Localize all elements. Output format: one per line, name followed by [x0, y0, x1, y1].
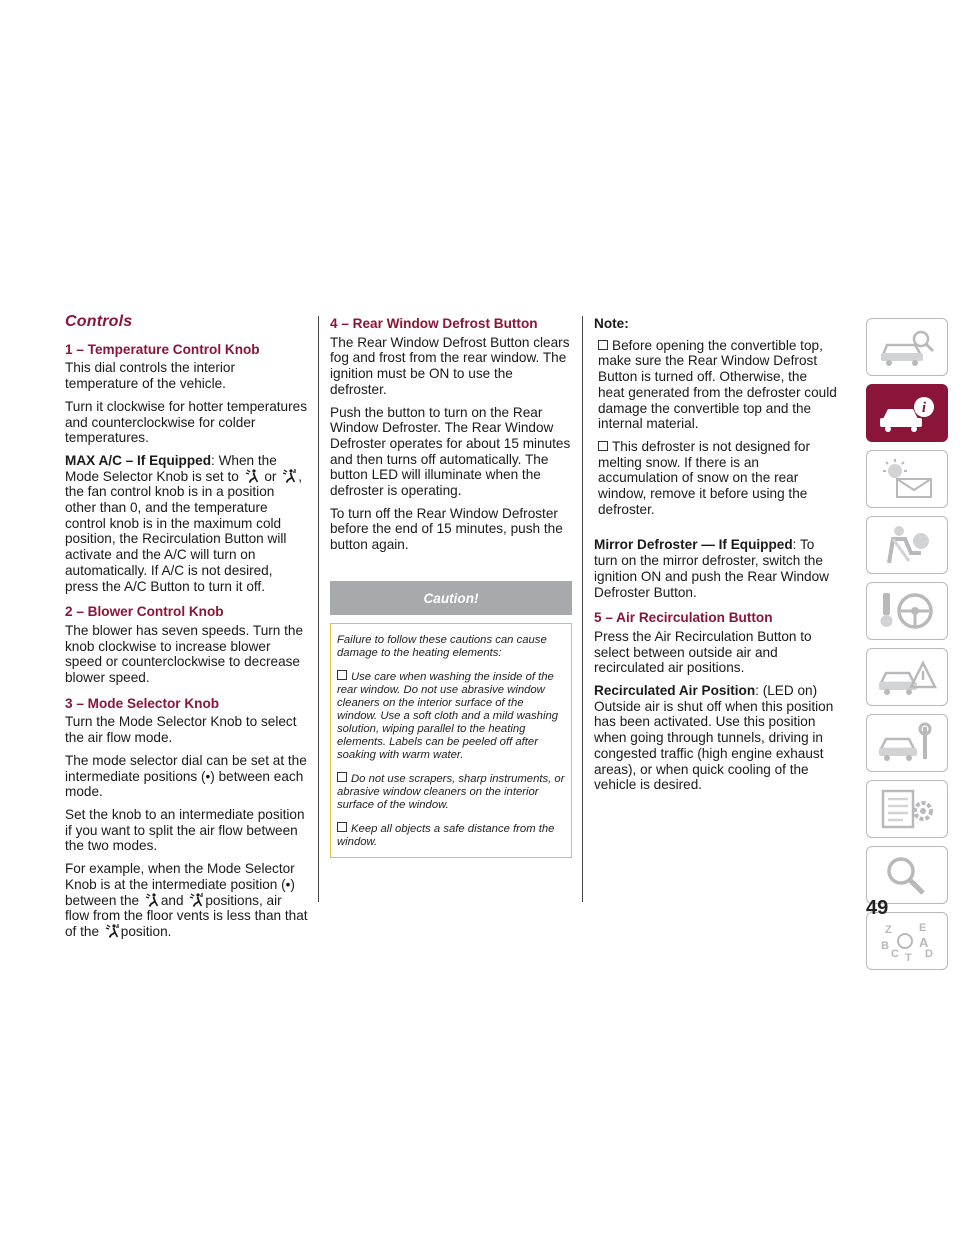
- chapter-tabs: [866, 318, 948, 978]
- svg-text:C: C: [891, 948, 899, 960]
- checkbox-bullet-icon: [337, 822, 347, 832]
- magnifier-icon: [875, 853, 939, 897]
- column-2: [330, 314, 572, 858]
- tab-dashboard-info[interactable]: [866, 384, 948, 442]
- paragraph: The Rear Window Defrost Button clears fog and frost from the rear window. The ignition must be ON to use the defroster.: [330, 334, 570, 397]
- floor-defrost-mode-icon: [280, 469, 298, 483]
- svg-text:T: T: [905, 952, 912, 963]
- checkbox-bullet-icon: [598, 441, 608, 451]
- svg-text:A: A: [919, 935, 929, 950]
- paragraph: The blower has seven speeds. Turn the knob clockwise to increase blower speed or counterclockwise to decrease blower speed.: [65, 622, 304, 686]
- tab-knowing-vehicle[interactable]: [866, 318, 948, 376]
- checkbox-bullet-icon: [337, 670, 347, 680]
- heading-blower-knob: 2 – Blower Control Knob: [65, 604, 224, 620]
- column-divider: [582, 316, 583, 902]
- column-divider: [318, 316, 319, 902]
- paragraph: Push the button to turn on the Rear Window Defroster. The Rear Window Defroster operates for about 15 minutes and then turns off automatically. The button LED will illuminate when the defroster is operating.: [330, 404, 571, 499]
- tab-alphabetical-index[interactable]: [866, 912, 948, 970]
- recirculated-air-paragraph: Recirculated Air Position: (LED on) Outside air is shut off when this position has been activated. Use this position when going through tunnels, driving in congested traffic (high engine exhaust areas), or when quick cooling of the vehicle is desired.: [594, 683, 834, 793]
- section-title: Controls: [65, 313, 133, 330]
- seatbelt-airbag-icon: [875, 523, 939, 567]
- tab-emergency[interactable]: [866, 648, 948, 706]
- page-number: 49: [866, 897, 889, 919]
- car-warning-triangle-icon: [875, 655, 939, 699]
- floor-mode-icon: [243, 469, 261, 483]
- heading-air-recirculation: 5 – Air Recirculation Button: [594, 610, 773, 626]
- heading-rear-defrost: 4 – Rear Window Defrost Button: [330, 316, 538, 331]
- index-letters-icon: [875, 919, 939, 963]
- svg-text:Z: Z: [885, 924, 892, 936]
- svg-text:D: D: [925, 948, 933, 960]
- paragraph: Turn the Mode Selector Knob to select the air flow mode.: [65, 714, 297, 746]
- car-info-icon: [875, 391, 939, 435]
- note-title: Note:: [594, 316, 629, 331]
- floor-mode-icon: [143, 893, 161, 907]
- paragraph: To turn off the Rear Window Defroster before the end of 15 minutes, push the button again.: [330, 505, 563, 553]
- caution-header: Caution!: [330, 581, 572, 615]
- checkbox-bullet-icon: [598, 340, 608, 350]
- paragraph: The mode selector dial can be set at the intermediate positions (•) between each mode.: [65, 752, 307, 800]
- car-magnifier-icon: [875, 325, 939, 369]
- paragraph: This dial controls the interior temperature of the vehicle.: [65, 360, 235, 392]
- tab-safety[interactable]: [866, 516, 948, 574]
- car-wrench-icon: [875, 721, 939, 765]
- tab-starting-driving[interactable]: [866, 582, 948, 640]
- paragraph: Set the knob to an intermediate position if you want to split the air flow between the two modes.: [65, 806, 305, 854]
- tab-warning-lights[interactable]: [866, 450, 948, 508]
- max-ac-paragraph: MAX A/C – If Equipped: When the Mode Selector Knob is set to or , the fan control knob is in a position other than 0, and the temperature control knob is in the maximum cold position, the Recirculation Button will activate and the A/C will turn on automatically. If A/C is not desired, press the A/C Button to turn it off.: [65, 452, 303, 594]
- paragraph: Turn it clockwise for hotter temperatures and counterclockwise for colder temperatures.: [65, 398, 308, 446]
- svg-text:i: i: [921, 400, 927, 416]
- specifications-gear-icon: [875, 787, 939, 831]
- tab-servicing[interactable]: [866, 714, 948, 772]
- note-item: This defroster is not designed for melting snow. If there is an accumulation of snow on the rear window, remove it before using the defroster.: [598, 438, 810, 517]
- column-3: [594, 314, 837, 800]
- warning-light-envelope-icon: [875, 457, 939, 501]
- caution-item: Do not use scrapers, sharp instruments, or abrasive window cleaners on the interior surface of the window.: [337, 772, 565, 811]
- caution-item: Keep all objects a safe distance from the window.: [337, 822, 555, 848]
- paragraph: Press the Air Recirculation Button to select between outside air and recirculated air positions.: [594, 628, 812, 676]
- heading-temperature-knob: 1 – Temperature Control Knob: [65, 341, 260, 357]
- column-1: [65, 314, 308, 947]
- caution-item: Use care when washing the inside of the rear window. Do not use abrasive window cleaners on the interior surface of the window. Use a soft cloth and a mild washing solution, wiping parallel to the heating elements. Labels can be peeled off after soaking with warm water.: [337, 670, 559, 761]
- svg-text:B: B: [881, 940, 889, 952]
- caution-intro: Failure to follow these cautions can cause damage to the heating elements:: [337, 633, 547, 659]
- checkbox-bullet-icon: [337, 772, 347, 782]
- key-steering-wheel-icon: [875, 589, 939, 633]
- tab-index-search[interactable]: [866, 846, 948, 904]
- floor-defrost-mode-icon: [103, 924, 121, 938]
- max-ac-label: MAX A/C – If Equipped: [65, 452, 212, 468]
- note-item: Before opening the convertible top, make sure the Rear Window Defrost Button is turned off. Otherwise, the heat generated from the defroster could damage the convertible top and the internal material.: [598, 337, 837, 432]
- tab-technical-specs[interactable]: [866, 780, 948, 838]
- caution-box: [330, 623, 572, 858]
- svg-text:E: E: [919, 922, 927, 934]
- example-paragraph: For example, when the Mode Selector Knob is at the intermediate position (•) between the and positions, air flow from the floor vents is less than that of the position.: [65, 861, 308, 939]
- mirror-defroster-paragraph: Mirror Defroster — If Equipped: To turn on the mirror defroster, switch the ignition ON and push the Rear Window Defroster Button.: [594, 537, 829, 600]
- floor-defrost-mode-icon: [187, 893, 205, 907]
- heading-mode-selector: 3 – Mode Selector Knob: [65, 695, 220, 711]
